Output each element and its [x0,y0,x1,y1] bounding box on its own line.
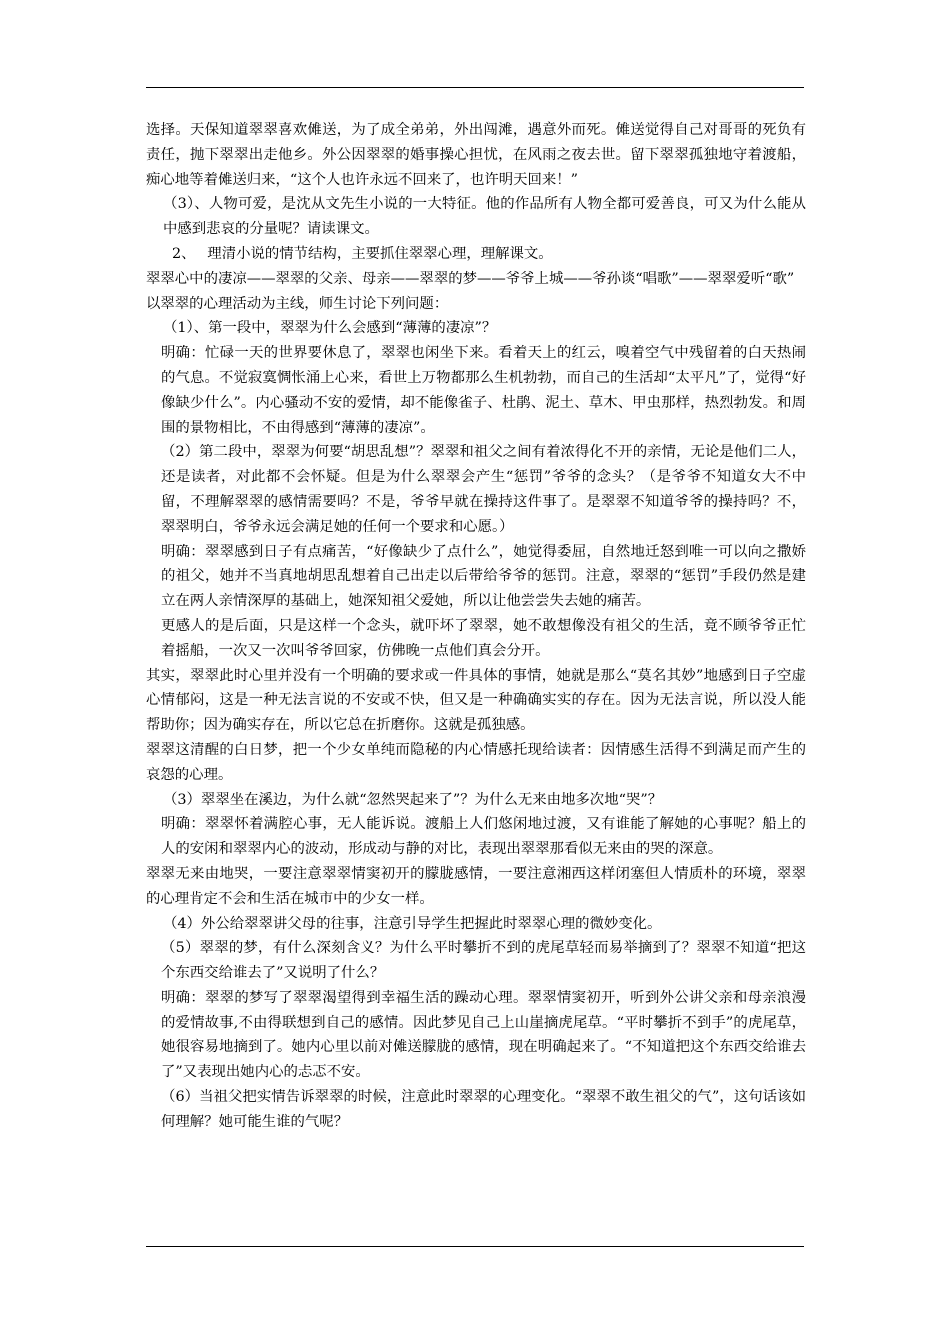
question: （5）翠翠的梦，有什么深刻含义？为什么平时攀折不到的虎尾草轻而易举摘到了？翠翠不知道“把这个东西交给谁去了”又说明了什么？ [161,940,806,982]
paragraph: 翠翠心中的凄凉——翠翠的父亲、母亲——翠翠的梦——爷爷上城——爷孙谈“唱歌”——翠翠爱听“歌” [146,270,795,287]
question: （1）、第一段中，翠翠为什么会感到“薄薄的凄凉”？ [163,320,497,337]
paragraph: 其实，翠翠此时心里并没有一个明确的要求或一件具体的事情，她就是那么“莫名其妙”地感到日子空虚心情郁闷，这是一种无法言说的不安或不快，但又是一种确确实实的存在。因为无法言说，所以没人能帮助你；因为确实存在，所以它总在折磨你。这就是孤独感。 [146,667,806,734]
question: （4）外公给翠翠讲父母的往事，注意引导学生把握此时翠翠心理的微妙变化。 [163,915,662,932]
document-body [146,118,806,1135]
paragraph: 更感人的是后面，只是这样一个念头，就吓坏了翠翠，她不敢想像没有祖父的生活，竟不顾爷爷正忙着摇船，一次又一次叫爷爷回家，仿佛晚一点他们真会分开。 [161,617,806,659]
paragraph: 以翠翠的心理活动为主线，师生讨论下列问题： [146,295,449,312]
question: （3）翠翠坐在溪边，为什么就“忽然哭起来了”？为什么无来由地多次地“哭”？ [163,791,663,808]
paragraph: （3）、人物可爱，是沈从文先生小说的一大特征。他的作品所有人物全都可爱善良，可又为什么能从中感到悲哀的分量呢？请读课文。 [163,196,806,238]
answer: 明确：翠翠感到日子有点痛苦，“好像缺少了点什么”，她觉得委屈，自然地迁怒到唯一可以向之撒娇的祖父，她并不当真地胡思乱想着自己出走以后带给爷爷的惩罚。注意，翠翠的“惩罚”手段仍然是建立在两人亲情深厚的基础上，她深知祖父爱她，所以让他尝尝失去她的痛苦。 [161,543,806,610]
question: （6）当祖父把实情告诉翠翠的时候，注意此时翠翠的心理变化。“翠翠不敢生祖父的气”，这句话该如何理解？她可能生谁的气呢？ [161,1089,806,1130]
question: （2）第二段中，翠翠为何要“胡思乱想”？翠翠和祖父之间有着浓得化不开的亲情，无论是他们二人，还是读者，对此都不会怀疑。但是为什么翠翠会产生“惩罚”爷爷的念头？（是爷爷不知道女大不中留，不理解翠翠的感情需要吗？不是，爷爷早就在操持这件事了。是翠翠不知道爷爷的操持吗？不，翠翠明白，爷爷永远会满足她的任何一个要求和心愿。） [161,444,806,535]
answer: 明确：翠翠怀着满腔心事，无人能诉说。渡船上人们悠闲地过渡，又有谁能了解她的心事呢？船上的人的安闲和翠翠内心的波动，形成动与静的对比，表现出翠翠那看似无来由的哭的深意。 [161,816,806,858]
header-rule [146,87,804,88]
answer: 明确：翠翠的梦写了翠翠渴望得到幸福生活的躁动心理。翠翠情窦初开，听到外公讲父亲和母亲浪漫的爱情故事,不由得联想到自己的感情。因此梦见自己上山崖摘虎尾草。“平时攀折不到手”的虎尾草，她很容易地摘到了。她内心里以前对傩送朦胧的感情，现在明确起来了。“不知道把这个东西交给谁去了”又表现出她内心的忐忑不安。 [161,989,806,1081]
answer: 明确：忙碌一天的世界要休息了，翠翠也闲坐下来。看着天上的红云，嗅着空气中残留着的白天热闹的气息。不觉寂寞惆怅涌上心来，看世上万物都那么生机勃勃，而自己的生活却“太平凡”了，觉得“好像缺少什么”。内心骚动不安的爱情，却不能像雀子、杜鹃、泥土、草木、甲虫那样，热烈勃发。和周围的景物相比，不由得感到“薄薄的凄凉”。 [161,345,806,436]
footer-rule [146,1246,804,1247]
paragraph: 选择。天保知道翠翠喜欢傩送，为了成全弟弟，外出闯滩，遇意外而死。傩送觉得自己对哥哥的死负有责任，抛下翠翠出走他乡。外公因翠翠的婚事操心担忧，在风雨之夜去世。留下翠翠孤独地守着渡船，痴心地等着傩送归来，“这个人也许永远不回来了，也许明天回来！” [146,122,806,188]
paragraph: 翠翠无来由地哭，一要注意翠翠情窦初开的朦胧感情，一要注意湘西这样闭塞但人情质朴的环境，翠翠的心理肯定不会和生活在城市中的少女一样。 [146,865,806,907]
section-heading: 2、 理清小说的情节结构，主要抓住翠翠心理，理解课文。 [172,245,553,262]
paragraph: 翠翠这清醒的白日梦，把一个少女单纯而隐秘的内心情感托现给读者：因情感生活得不到满足而产生的哀怨的心理。 [146,741,806,783]
